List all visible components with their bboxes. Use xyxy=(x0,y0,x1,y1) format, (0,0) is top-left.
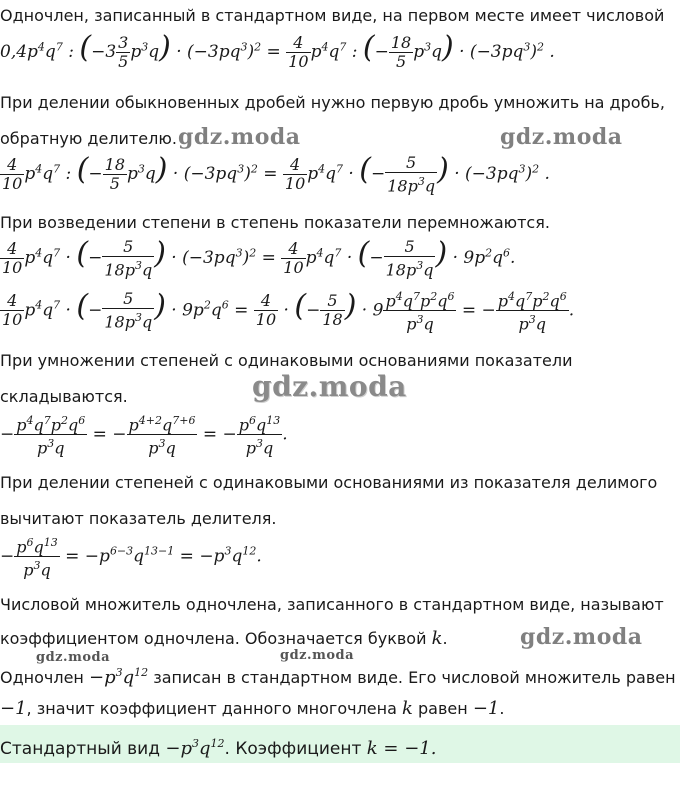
monomial: $-p^3q^{12}$ xyxy=(88,666,149,688)
answer-middle: . Коэффициент xyxy=(224,739,362,759)
paragraph-9: Числовой множитель одночлена, записанного в стандартном виде, называют xyxy=(0,595,664,614)
watermark-5: gdz.moda xyxy=(36,650,111,665)
answer-box xyxy=(0,725,680,763)
formula-3: $\frac{4}{10}$ $p^4q^7$ · (− $\frac{5}{18p^3q}$ ) · $(-3pq^3)^2$ = $\frac{4}{10}$ $p^4q^7$ · (− $\frac{5}{18p^3q}$ ) · $9p^2q^6$. xyxy=(2,236,516,280)
watermark-6: gdz.moda xyxy=(280,648,355,663)
watermark-3: gdz.moda xyxy=(252,370,407,403)
paragraph-11-end: записан в стандартном виде. Его числовой множитель равен xyxy=(153,668,676,687)
paragraph-10-text: коэффициентом одночлена. Обозначается буквой xyxy=(0,629,427,648)
paragraph-12-mid: , значит коэффициент данного многочлена xyxy=(26,699,397,718)
watermark-1: gdz.moda xyxy=(178,124,301,150)
paragraph-12: −1, значит коэффициент данного многочлена k равен −1. xyxy=(0,698,505,719)
formula-2: $\frac{4}{10}$ $p^4q^7$ : (− $\frac{18}{5}$ $p^3q) \cdot (-3pq^3)^2$ = $\frac{4}{10}$ $p^4q^7$ · (− $\frac{5}{18p^3q}$ ) · $(-3pq^3)^2$ . xyxy=(2,152,550,196)
paragraph-5: При умножении степеней с одинаковыми основаниями показатели xyxy=(0,351,573,370)
formula-4: $\frac{4}{10}$ $p^4q^7$ · (− $\frac{5}{18p^3q}$ ) · $9p^2q^6$ = $\frac{4}{10}$ · (− $\frac{5}{18}$ ) · 9 $\frac{p^4q^7p^2q^6}{p^3q}$ = − $\frac{p^4q^7p^2q^6}{p^3q}$ . xyxy=(2,288,575,334)
answer-monomial: $-p^3q^{12}$ xyxy=(165,737,225,759)
paragraph-1: Одночлен, записанный в стандартном виде, на первом месте имеет числовой xyxy=(0,6,665,25)
paragraph-11 xyxy=(0,662,676,689)
paragraph-7: При делении степеней с одинаковыми основаниями из показателя делимого xyxy=(0,473,658,492)
watermark-4: gdz.moda xyxy=(520,624,643,650)
paragraph-3: обратную делителю. xyxy=(0,129,177,148)
paragraph-10: коэффициентом одночлена. Обозначается буквой k. xyxy=(0,628,448,649)
value-minus-one-2: −1 xyxy=(472,698,500,719)
paragraph-12-end: равен xyxy=(418,699,468,718)
answer-prefix: Стандартный вид xyxy=(0,739,160,759)
paragraph-11-start: Одночлен xyxy=(0,668,84,687)
symbol-k: k xyxy=(431,628,443,649)
paragraph-4: При возведении степени в степень показатели перемножаются. xyxy=(0,213,550,232)
symbol-k-2: k xyxy=(402,698,413,719)
value-minus-one: −1 xyxy=(0,698,27,719)
formula-5: − $\frac{p^4q^7p^2q^6}{p^3q}$ = − $\frac{p^{4+2}q^{7+6}}{p^3q}$ = − $\frac{p^6q^{13}}{p^3q}$ . xyxy=(0,414,288,458)
paragraph-6: складываются. xyxy=(0,387,128,406)
formula-6: − $\frac{p^6q^{13}}{p^3q}$ = $-p^{6-3}q^{13-1} = -p^3q^{12}$. xyxy=(0,536,262,580)
answer-value: k = −1. xyxy=(366,738,437,759)
answer-line xyxy=(0,733,436,760)
paragraph-8: вычитают показатель делителя. xyxy=(0,509,277,528)
formula-1: $0,4p^4q^7$ : (−3 $\frac{3}{5}$ $p^3q) \cdot (-3pq^3)^2$ = $\frac{4}{10}$ $p^4q^7$ : (− $\frac{18}{5}$ $p^3q) \cdot (-3pq^3)^2$ . xyxy=(0,30,555,71)
paragraph-2: При делении обыкновенных дробей нужно первую дробь умножить на дробь, xyxy=(0,93,665,112)
watermark-2: gdz.moda xyxy=(500,124,623,150)
